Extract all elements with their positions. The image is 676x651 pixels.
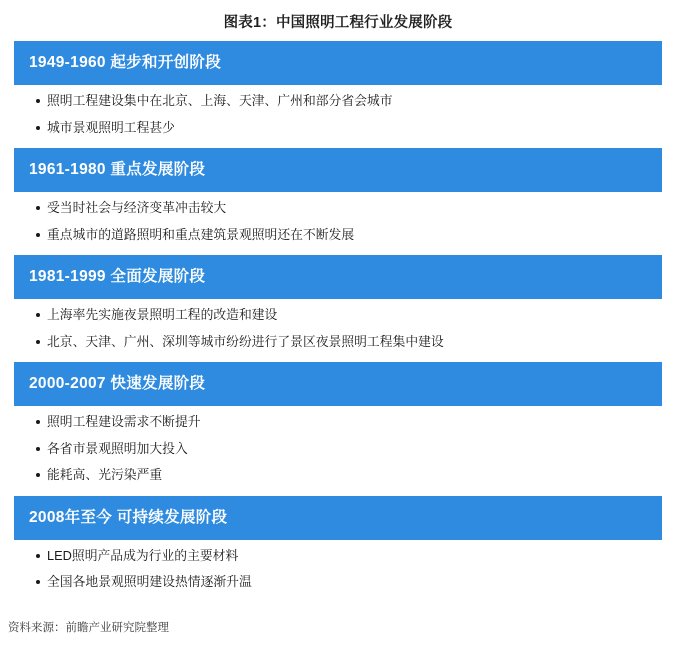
list-item bbox=[36, 413, 662, 432]
stage-bullets bbox=[14, 540, 662, 599]
stage-header: 1949-1960 起步和开创阶段 bbox=[14, 41, 662, 85]
list-item-label: 各省市景观照明加大投入 bbox=[47, 440, 188, 456]
list-item bbox=[36, 333, 662, 352]
list-item bbox=[36, 226, 662, 245]
list-item bbox=[36, 466, 662, 485]
list-item-label: 照明工程建设需求不断提升 bbox=[47, 414, 201, 430]
stage-item bbox=[14, 41, 662, 144]
list-item bbox=[36, 440, 662, 459]
bullet-dot-icon bbox=[36, 340, 40, 344]
bullet-dot-icon bbox=[36, 233, 40, 237]
list-item-label: 全国各地景观照明建设热情逐渐升温 bbox=[47, 574, 252, 590]
list-item-label: 受当时社会与经济变革冲击较大 bbox=[47, 200, 227, 216]
stage-item bbox=[14, 362, 662, 492]
stage-item bbox=[14, 148, 662, 251]
list-item bbox=[36, 547, 662, 566]
source-note: 资料来源：前瞻产业研究院整理 bbox=[8, 622, 169, 634]
stage-item bbox=[14, 496, 662, 599]
list-item bbox=[36, 306, 662, 325]
list-item-label: 照明工程建设集中在北京、上海、天津、广州和部分省会城市 bbox=[47, 93, 393, 108]
stage-bullets bbox=[14, 299, 662, 358]
stage-header: 2008年至今 可持续发展阶段 bbox=[14, 496, 662, 540]
list-item-label: 重点城市的道路照明和重点建筑景观照明还在不断发展 bbox=[47, 226, 355, 242]
list-item bbox=[36, 119, 662, 138]
stage-bullets bbox=[14, 192, 662, 251]
bullet-dot-icon bbox=[36, 447, 40, 451]
list-item bbox=[36, 199, 662, 218]
bullet-dot-icon bbox=[36, 313, 40, 317]
page-title: 图表1：中国照明工程行业发展阶段 bbox=[223, 15, 453, 31]
list-item-label: 能耗高、光污染严重 bbox=[47, 467, 163, 483]
stage-bullets bbox=[14, 406, 662, 492]
stage-list bbox=[0, 41, 676, 599]
bullet-dot-icon bbox=[36, 126, 40, 130]
list-item-label: 城市景观照明工程甚少 bbox=[47, 119, 175, 135]
bullet-dot-icon bbox=[36, 554, 40, 558]
stage-bullets bbox=[14, 85, 662, 144]
stage-header: 1981-1999 全面发展阶段 bbox=[14, 255, 662, 299]
stage-header: 1961-1980 重点发展阶段 bbox=[14, 148, 662, 192]
bullet-dot-icon bbox=[36, 420, 40, 424]
footer-divider bbox=[0, 642, 676, 643]
list-item-label: LED照明产品成为行业的主要材料 bbox=[47, 547, 239, 563]
bullet-dot-icon bbox=[36, 206, 40, 210]
bullet-dot-icon bbox=[36, 99, 40, 103]
list-item-label: 北京、天津、广州、深圳等城市纷纷进行了景区夜景照明工程集中建设 bbox=[47, 333, 444, 349]
bullet-dot-icon bbox=[36, 473, 40, 477]
list-item bbox=[36, 573, 662, 592]
stage-item bbox=[14, 255, 662, 358]
list-item bbox=[36, 92, 662, 111]
list-item-label: 上海率先实施夜景照明工程的改造和建设 bbox=[47, 307, 278, 323]
stage-header: 2000-2007 快速发展阶段 bbox=[14, 362, 662, 406]
bullet-dot-icon bbox=[36, 580, 40, 584]
